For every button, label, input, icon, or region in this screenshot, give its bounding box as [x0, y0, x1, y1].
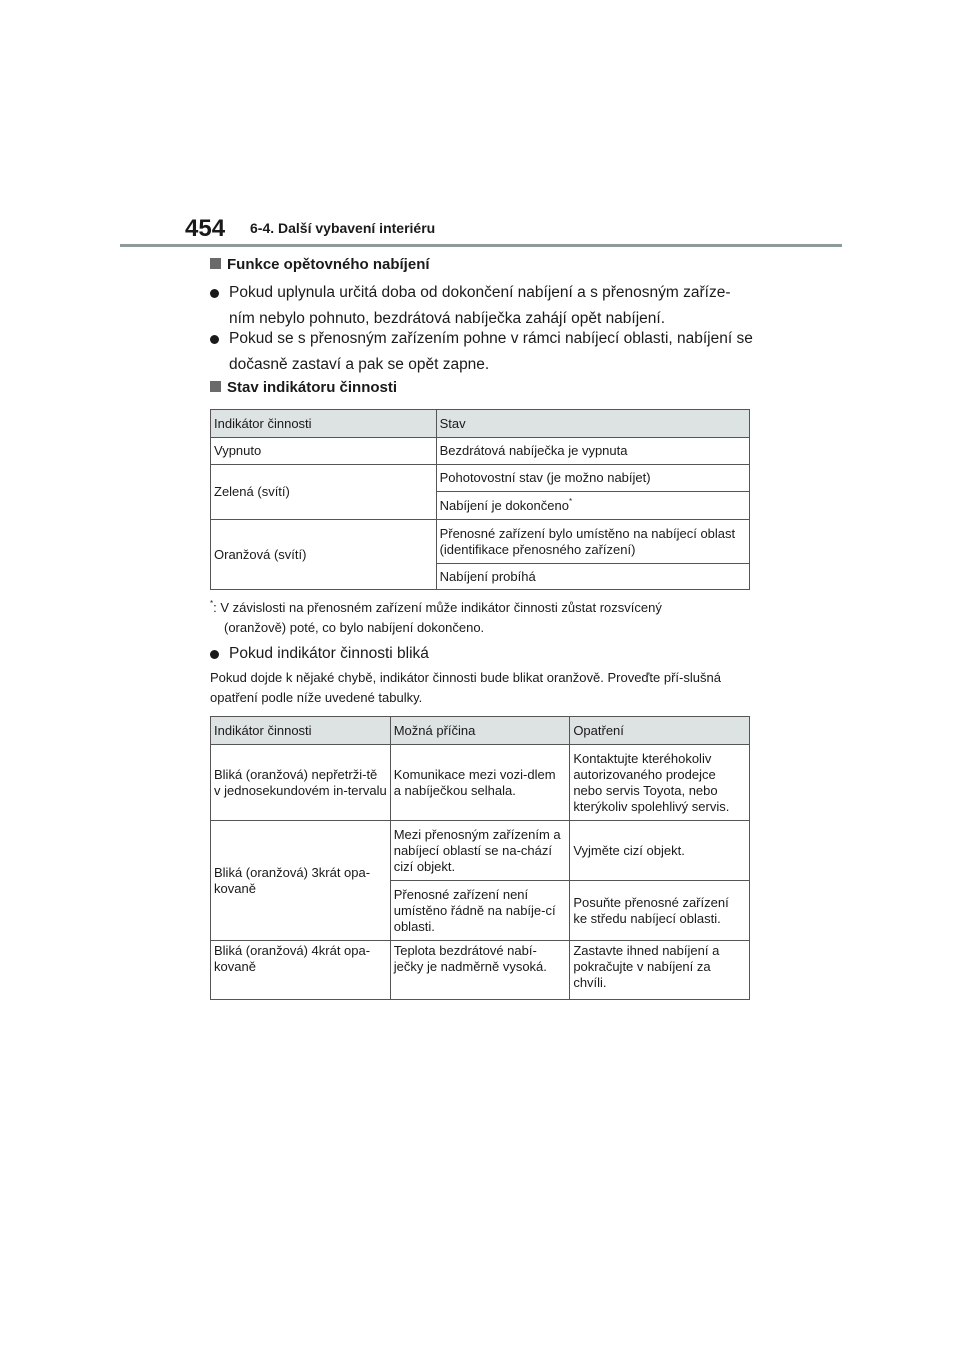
status-state-cell: Nabíjení probíhá: [436, 564, 749, 590]
recharge-bullet-text: Pokud se s přenosným zařízením pohne v rámci nabíjecí oblasti, nabíjení se dočasně zastaví a pak se opět zapne.: [229, 330, 753, 373]
recharge-heading-text: Funkce opětovného nabíjení: [227, 256, 430, 273]
blinking-paragraph: Pokud dojde k nějaké chybě, indikátor činnosti bude blikat oranžově. Proveďte pří-slušná opatření podle níže uvedené tabulky.: [210, 670, 721, 705]
blinking-action-cell: Zastavte ihned nabíjení a pokračujte v nabíjení za chvíli.: [570, 941, 750, 1000]
status-heading-text: Stav indikátoru činnosti: [227, 379, 398, 396]
blinking-action-cell: Posuňte přenosné zařízení ke středu nabíjecí oblasti.: [570, 881, 750, 941]
recharge-bullet-2: [210, 326, 755, 378]
status-table-header: Stav: [436, 410, 749, 438]
status-indicator-cell: Vypnuto: [211, 438, 437, 465]
blinking-action-cell: Kontaktujte kteréhokoliv autorizovaného prodejce nebo servis Toyota, nebo kterýkoliv spolehlivý servis.: [570, 745, 750, 821]
bullet-dot-icon: [210, 650, 219, 659]
section-title: 6-4. Další vybavení interiéru: [250, 220, 436, 236]
square-bullet-icon: [210, 258, 221, 269]
status-indicator-cell: Zelená (svítí): [211, 465, 437, 520]
status-state-text: Nabíjení je dokončeno: [439, 497, 569, 513]
blinking-cause-cell: Teplota bezdrátové nabí-ječky je nadměrně vysoká.: [390, 941, 570, 1000]
status-table: [210, 409, 750, 590]
recharge-heading: [210, 256, 430, 273]
blinking-table-header: Opatření: [570, 717, 750, 745]
blinking-bullet: [210, 641, 755, 667]
blinking-indicator-cell: Bliká (oranžová) nepřetrži-tě v jednosekundovém in-tervalu: [211, 745, 391, 821]
footnote-text: : V závislosti na přenosném zařízení může indikátor činnosti zůstat rozsvícený: [213, 600, 662, 615]
blinking-indicator-cell: Bliká (oranžová) 3krát opa-kovaně: [211, 821, 391, 941]
status-state-cell: Pohotovostní stav (je možno nabíjet): [436, 465, 749, 492]
header-rule: [120, 244, 842, 247]
blinking-cause-cell: Komunikace mezi vozi-dlem a nabíječkou selhala.: [390, 745, 570, 821]
status-indicator-cell: Oranžová (svítí): [211, 520, 437, 590]
blinking-indicator-cell: Bliká (oranžová) 4krát opa-kovaně: [211, 941, 391, 1000]
footnote-text: (oranžově) poté, co bylo nabíjení dokončeno.: [224, 620, 485, 635]
blinking-cause-cell: Mezi přenosným zařízením a nabíjecí oblastí se na-chází cizí objekt.: [390, 821, 570, 881]
footnote-mark: *: [210, 599, 214, 608]
square-bullet-icon: [210, 381, 221, 392]
status-state-cell: Bezdrátová nabíječka je vypnuta: [436, 438, 749, 465]
blinking-cause-cell: Přenosné zařízení není umístěno řádně na nabíje-cí oblasti.: [390, 881, 570, 941]
blinking-table: [210, 716, 750, 1000]
blinking-bullet-text: Pokud indikátor činnosti bliká: [229, 645, 429, 662]
status-table-header: Indikátor činnosti: [211, 410, 437, 438]
footnote-mark: *: [568, 496, 573, 506]
status-state-cell: [436, 492, 749, 520]
blinking-action-cell: Vyjměte cizí objekt.: [570, 821, 750, 881]
bullet-dot-icon: [210, 335, 219, 344]
page-number: 454: [185, 215, 226, 242]
blinking-table-header: Možná příčina: [390, 717, 570, 745]
status-heading: [210, 379, 397, 396]
blinking-table-header: Indikátor činnosti: [211, 717, 391, 745]
recharge-bullet-text: Pokud uplynula určitá doba od dokončení nabíjení a s přenosným zaříze-ním nebylo pohnuto, bezdrátová nabíječka zahájí opět nabíjení.: [229, 284, 731, 327]
footnote: [210, 598, 755, 638]
status-state-cell: Přenosné zařízení bylo umístěno na nabíjecí oblast (identifikace přenosného zařízení): [436, 520, 749, 564]
bullet-dot-icon: [210, 289, 219, 298]
recharge-bullet-1: [210, 280, 755, 332]
